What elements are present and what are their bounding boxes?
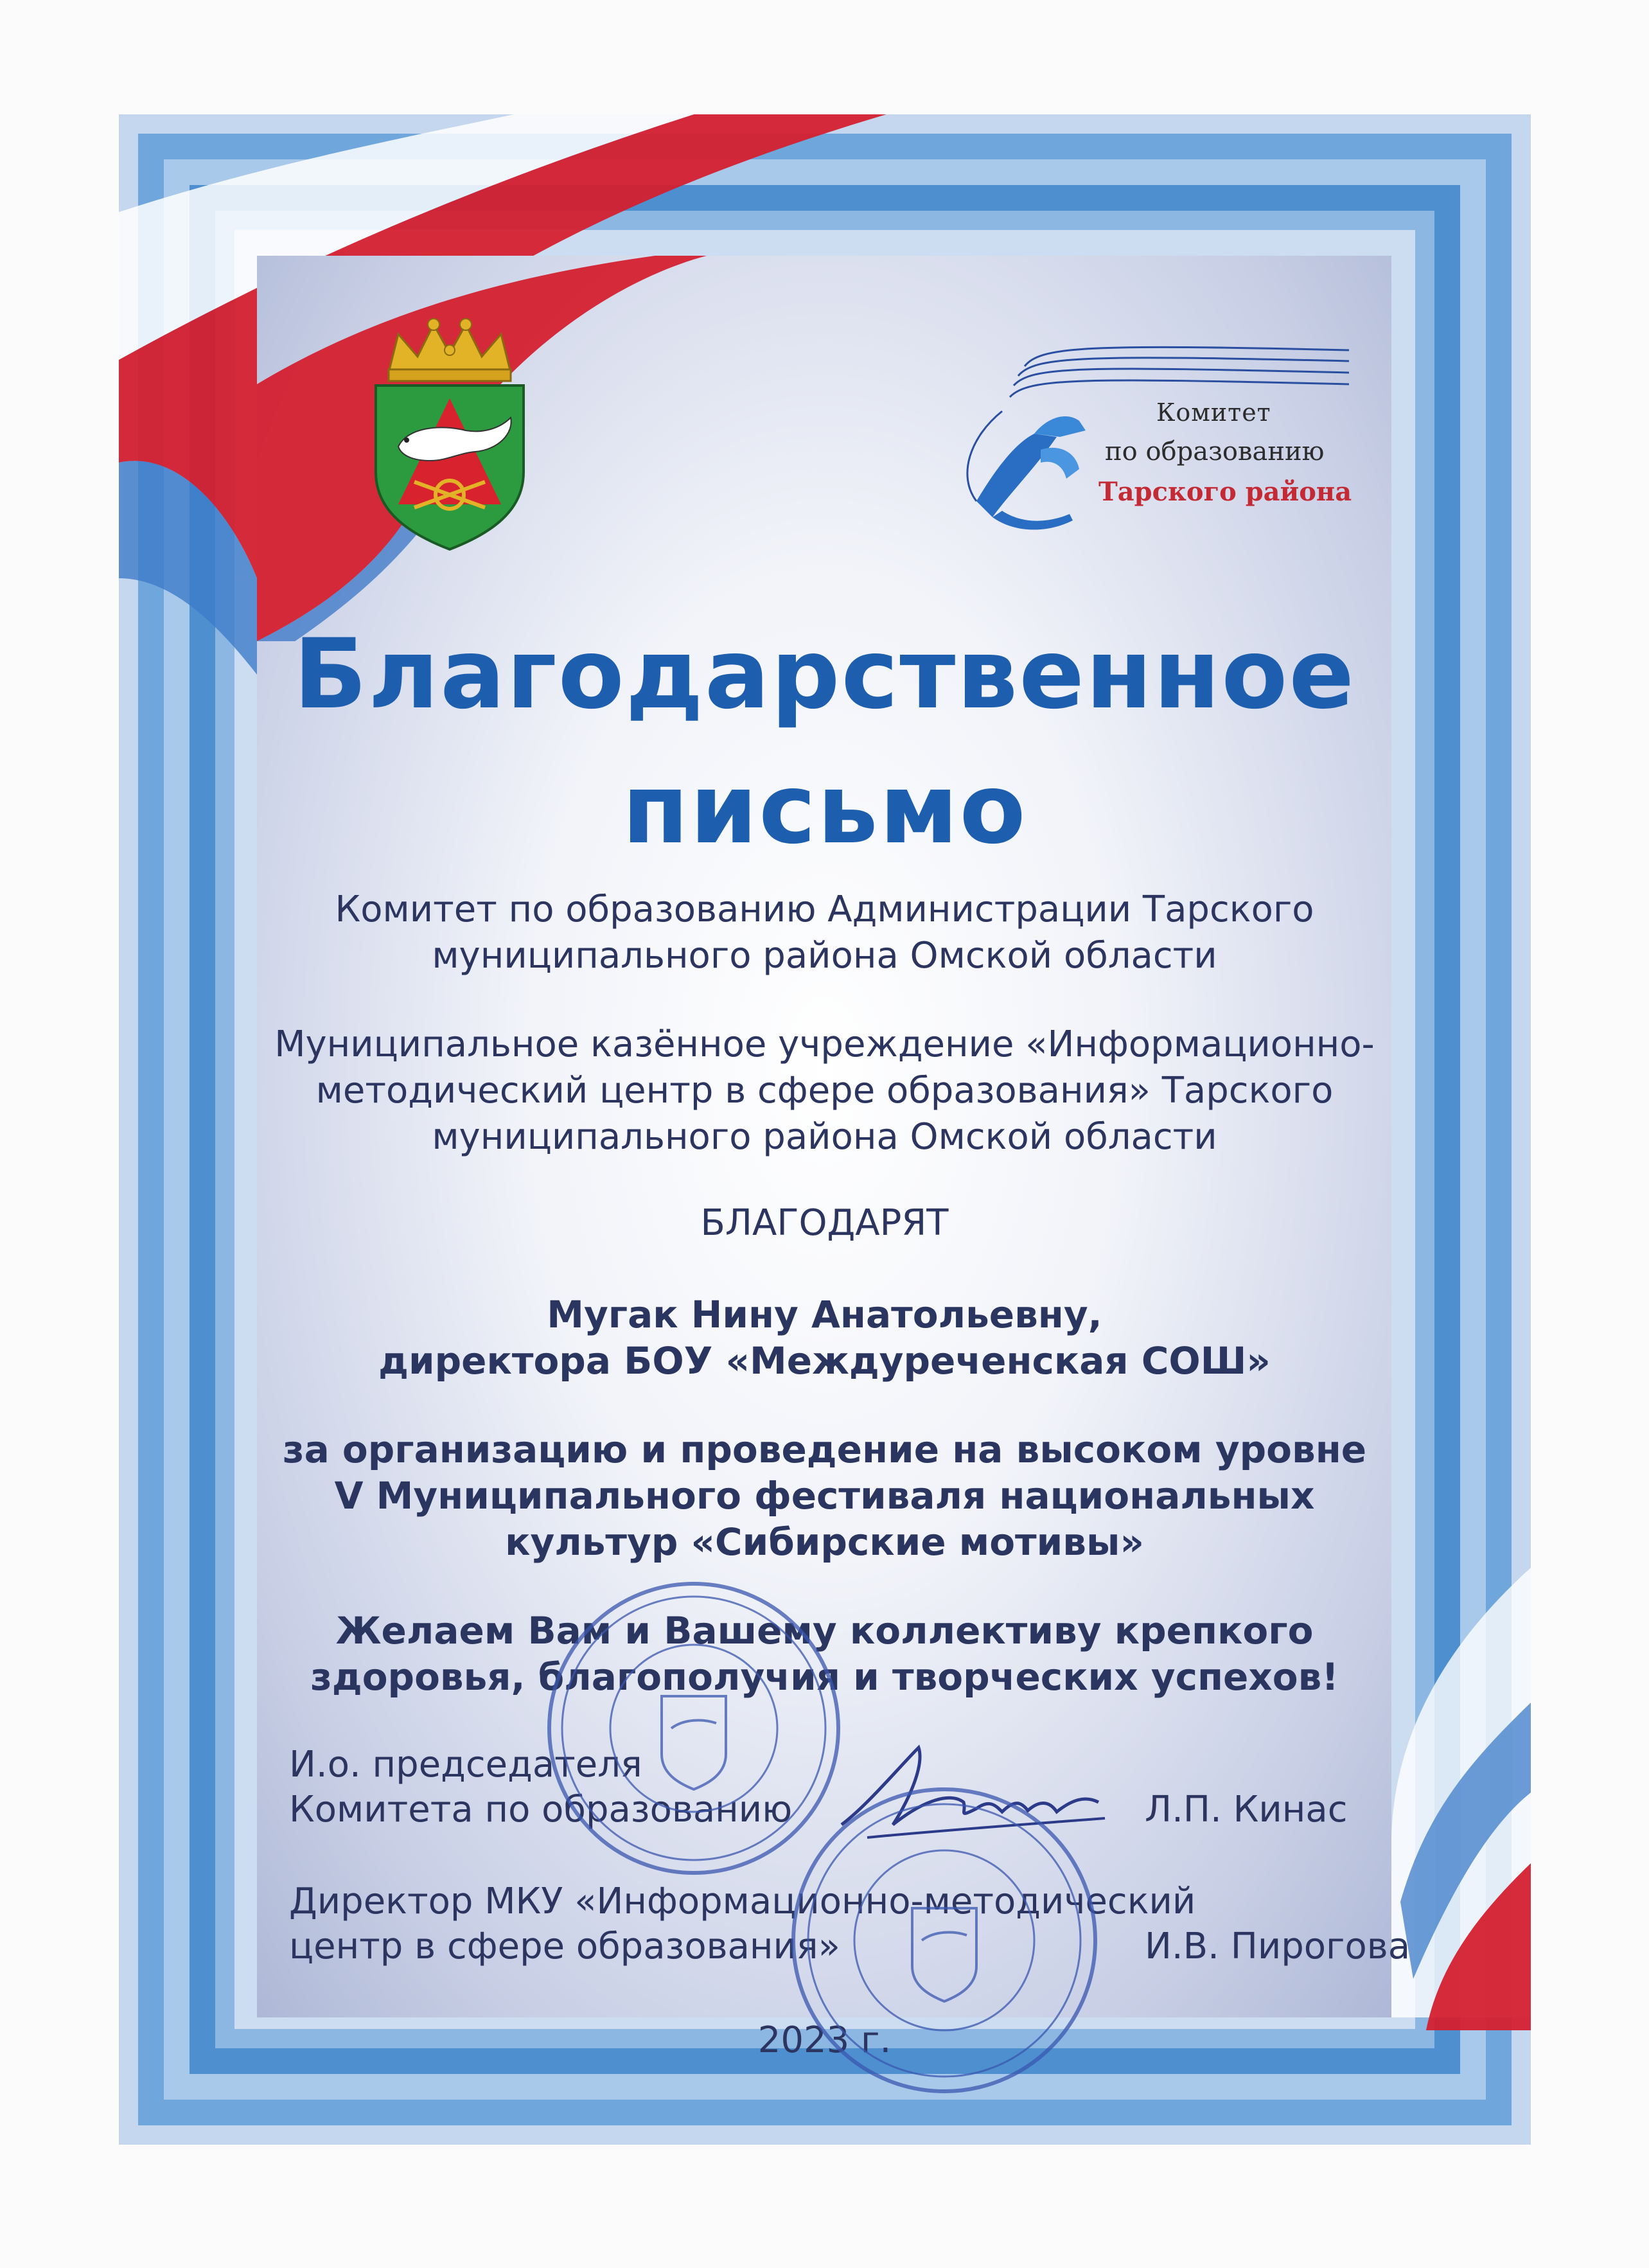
logo-line-2: по образованию <box>1105 437 1325 466</box>
coat-of-arms-icon <box>369 312 530 556</box>
first-signer-name: Л.П. Кинас <box>1145 1789 1348 1830</box>
title-line-2: письмо <box>622 754 1027 865</box>
committee-line-2: муниципального района Омской области <box>432 935 1217 977</box>
logo-line-3: Тарского района <box>1098 477 1352 507</box>
institution-line-3: муниципального района Омской области <box>432 1116 1217 1158</box>
committee-line-1: Комитет по образованию Администрации Тарского <box>335 889 1314 930</box>
second-signer-position-1: Директор МКУ «Информационно-методический <box>289 1881 1196 1922</box>
wish-line-2: здоровья, благополучия и творческих успехов! <box>310 1655 1339 1699</box>
year: 2023 г. <box>757 2019 892 2061</box>
title-line-1: Благодарственное <box>293 619 1356 731</box>
reason-line-2: V Муниципального фестиваля национальных <box>334 1474 1315 1518</box>
thanks-word: БЛАГОДАРЯТ <box>700 1202 949 1244</box>
second-signer-position-2: центр в сфере образования» <box>289 1926 840 1967</box>
recipient-name: Мугак Нину Анатольевну, <box>547 1293 1102 1336</box>
first-signer-position-1: И.о. председателя <box>289 1744 642 1785</box>
first-signer-position-2: Комитета по образованию <box>289 1789 793 1830</box>
logo-line-1: Комитет <box>1156 398 1271 427</box>
institution-line-2: методический центр в сфере образования» Тарского <box>315 1070 1334 1112</box>
recipient-position: директора БОУ «Междуреченская СОШ» <box>378 1339 1271 1383</box>
round-stamp-icon <box>784 1780 1105 2101</box>
institution-line-1: Муниципальное казённое учреждение «Информационно- <box>274 1023 1375 1065</box>
reason-line-1: за организацию и проведение на высоком уровне <box>282 1428 1367 1471</box>
second-signer-name: И.В. Пирогова <box>1145 1926 1411 1967</box>
wish-line-1: Желаем Вам и Вашему коллективу крепкого <box>335 1609 1314 1652</box>
reason-line-3: культур «Сибирские мотивы» <box>505 1520 1144 1564</box>
